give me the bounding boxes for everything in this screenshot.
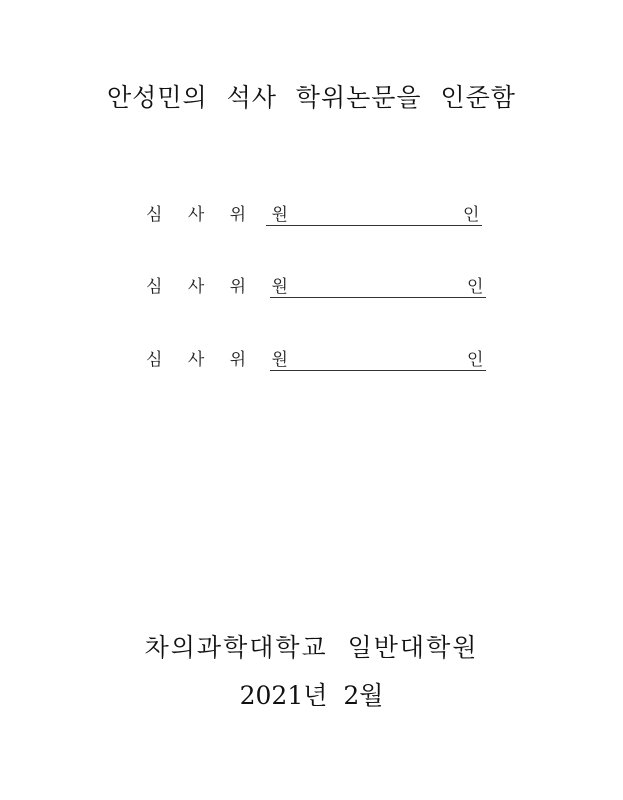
committee-member-row-3 <box>0 347 623 377</box>
committee-member-label: 심 사 위 원 <box>146 350 298 370</box>
signature-line <box>270 370 486 371</box>
seal-mark: 인 <box>463 205 480 225</box>
seal-mark: 인 <box>467 277 484 297</box>
committee-member-row-1 <box>0 202 623 232</box>
committee-member-label: 심 사 위 원 <box>146 205 298 225</box>
approval-date: 2021년 2월 <box>239 681 384 710</box>
committee-member-row-2 <box>0 274 623 304</box>
seal-mark: 인 <box>467 350 484 370</box>
signature-line <box>270 297 486 298</box>
committee-member-label: 심 사 위 원 <box>146 277 298 297</box>
institution-name: 차의과학대학교 일반대학원 <box>144 633 479 662</box>
page-title: 안성민의 석사 학위논문을 인준함 <box>107 83 516 112</box>
signature-line <box>266 225 482 226</box>
